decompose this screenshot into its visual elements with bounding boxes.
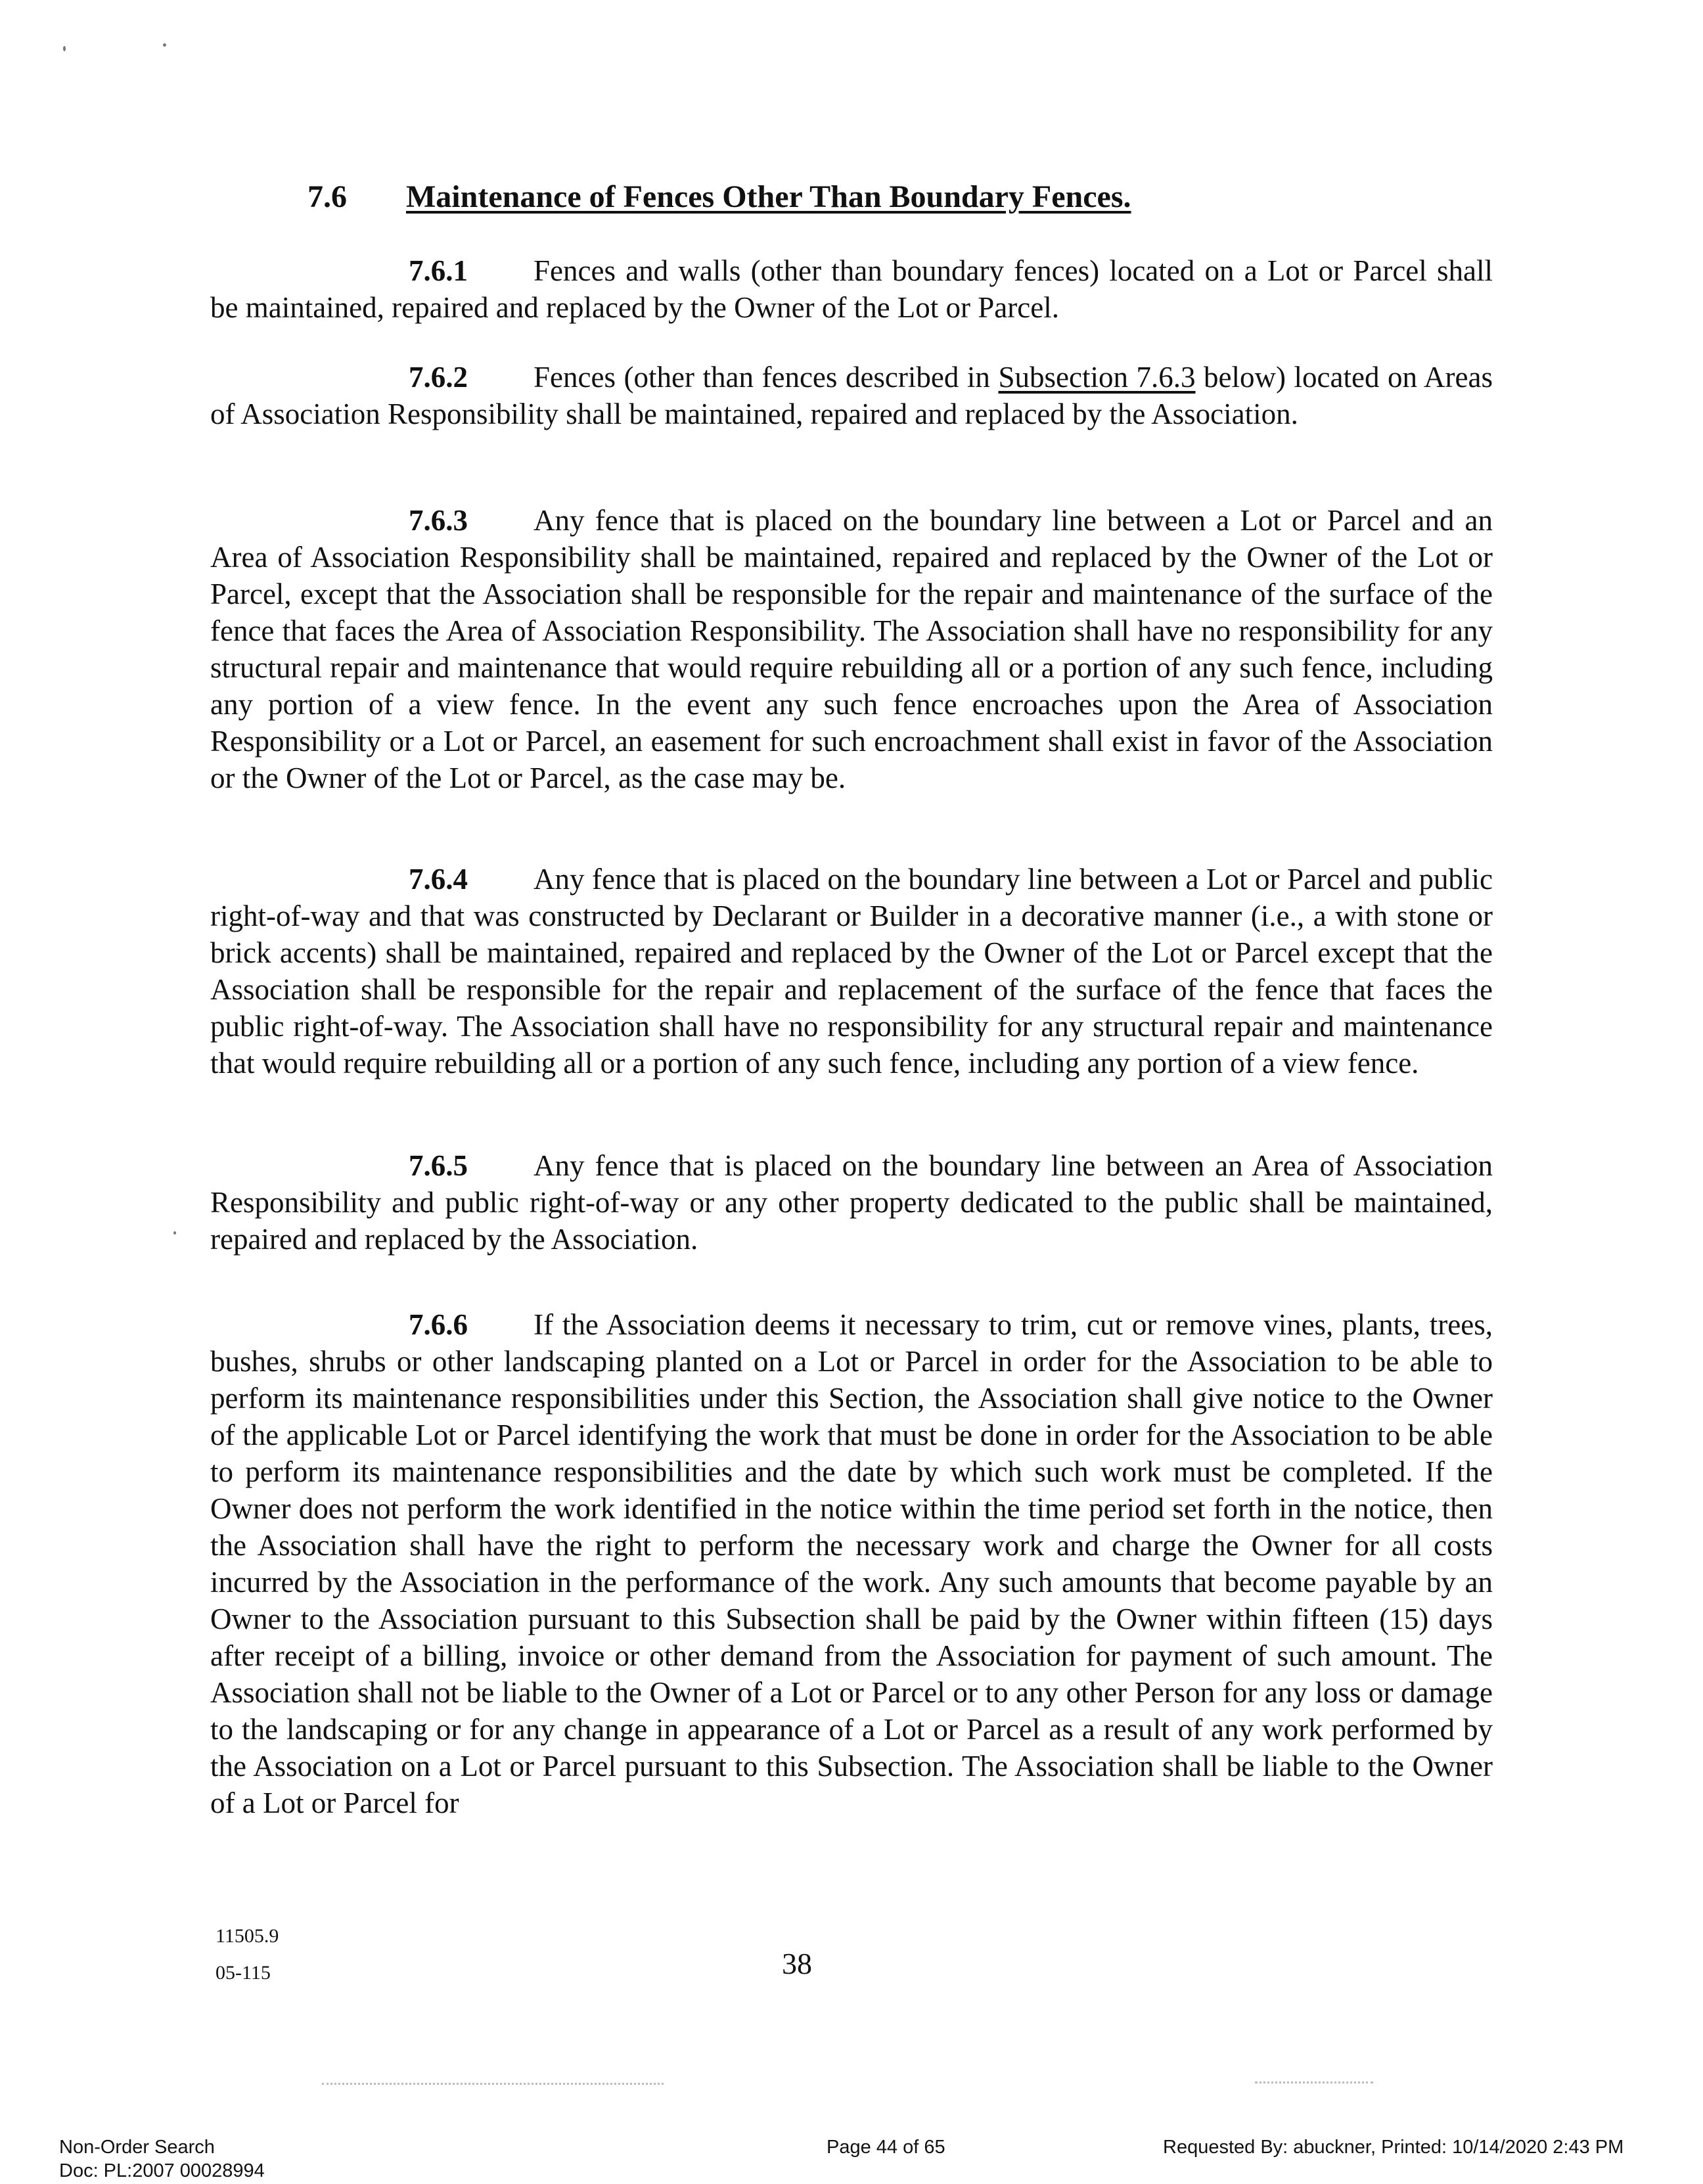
paragraph-text: Any fence that is placed on the boundary line between a Lot or Parcel and public right-of-way and that was constructed by Declarant or Builder in a decorative manner (i.e., a with stone or brick accents) shall be maintained, repaired and replaced by the Owner of the Lot or Parcel except that the Association shall be responsible for the repair and replacement of the surface of the fence that faces the public right-of-way. The Association shall have no responsibility for any structural repair and maintenance that would require rebuilding all or a portion of any such fence, including any portion of a view fence. (210, 863, 1493, 1080)
paragraph-text: below) located on Areas of Association Responsibility shall be maintained, repaired and replaced by the Association. (210, 361, 1493, 430)
paragraph-7-6-3 (210, 502, 1493, 796)
page-number: 38 (782, 1947, 812, 1980)
footer-requested-by: Requested By: abuckner, Printed: 10/14/2020 2:43 PM (1163, 2137, 1624, 2158)
paragraph-number: 7.6.2 (409, 361, 468, 394)
paragraph-text: Fences and walls (other than boundary fences) located on a Lot or Parcel shall be maintained, repaired and replaced by the Owner of the Lot or Parcel. (210, 254, 1493, 324)
paragraph-text: If the Association deems it necessary to trim, cut or remove vines, plants, trees, bushes, shrubs or other landscaping planted on a Lot or Parcel in order for the Association to be able to perform its maintenance responsibilities under this Section, the Association shall give notice to the Owner of the applicable Lot or Parcel identifying the work that must be done in order for the Association to be able to perform its maintenance responsibilities and the date by which such work must be completed. If the Owner does not perform the work identified in the notice within the time period set forth in the notice, then the Association shall have the right to perform the necessary work and charge the Owner for all costs incurred by the Association in the performance of the work. Any such amounts that become payable by an Owner to the Association pursuant to this Subsection shall be paid by the Owner within fifteen (15) days after receipt of a billing, invoice or other demand from the Association for payment of such amount. The Association shall not be liable to the Owner of a Lot or Parcel or to any other Person for any loss or damage to the landscaping or for any change in appearance of a Lot or Parcel as a result of any work performed by the Association on a Lot or Parcel pursuant to this Subsection. The Association shall be liable to the Owner of a Lot or Parcel for (210, 1308, 1493, 1819)
paragraph-number: 7.6.1 (409, 254, 468, 287)
paragraph-number: 7.6.3 (409, 504, 468, 537)
section-number: 7.6 (307, 179, 347, 214)
document-code: 05-115 (216, 1962, 271, 1984)
paragraph-text: Any fence that is placed on the boundary line between an Area of Association Responsibility and public right-of-way or any other property dedicated to the public shall be maintained, repaired and replaced by the Association. (210, 1149, 1493, 1256)
footer-doc-id: Doc: PL:2007 00028994 (59, 2160, 265, 2181)
footer-page-count: Page 44 of 65 (827, 2137, 945, 2158)
subsection-reference: Subsection 7.6.3 (998, 361, 1196, 394)
scan-artifact-line (322, 2083, 664, 2085)
paragraph-number: 7.6.4 (409, 863, 468, 896)
paragraph-number: 7.6.6 (409, 1308, 468, 1341)
paragraph-7-6-2 (210, 359, 1493, 432)
section-title: Maintenance of Fences Other Than Boundary Fences. (406, 179, 1131, 214)
scan-artifact-line (1255, 2082, 1373, 2083)
paragraph-7-6-5 (210, 1147, 1493, 1258)
scan-speck (63, 46, 66, 51)
paragraph-text: Fences (other than fences described in (534, 361, 990, 394)
document-code: 11505.9 (216, 1925, 279, 1947)
scan-speck (173, 1231, 176, 1235)
paragraph-7-6-4 (210, 861, 1493, 1081)
footer-search-type: Non-Order Search (59, 2137, 215, 2158)
scan-speck (163, 43, 166, 47)
paragraph-text: Any fence that is placed on the boundary line between a Lot or Parcel and an Area of Association Responsibility shall be maintained, repaired and replaced by the Owner of the Lot or Parcel, except that the Association shall be responsible for the repair and maintenance of the surface of the fence that faces the Area of Association Responsibility. The Association shall have no responsibility for any structural repair and maintenance that would require rebuilding all or a portion of any such fence, including any portion of a view fence. In the event any such fence encroaches upon the Area of Association Responsibility or a Lot or Parcel, an easement for such encroachment shall exist in favor of the Association or the Owner of the Lot or Parcel, as the case may be. (210, 504, 1493, 794)
section-heading (307, 181, 1131, 213)
paragraph-number: 7.6.5 (409, 1149, 468, 1182)
paragraph-7-6-6 (210, 1306, 1493, 1821)
paragraph-7-6-1 (210, 252, 1493, 326)
